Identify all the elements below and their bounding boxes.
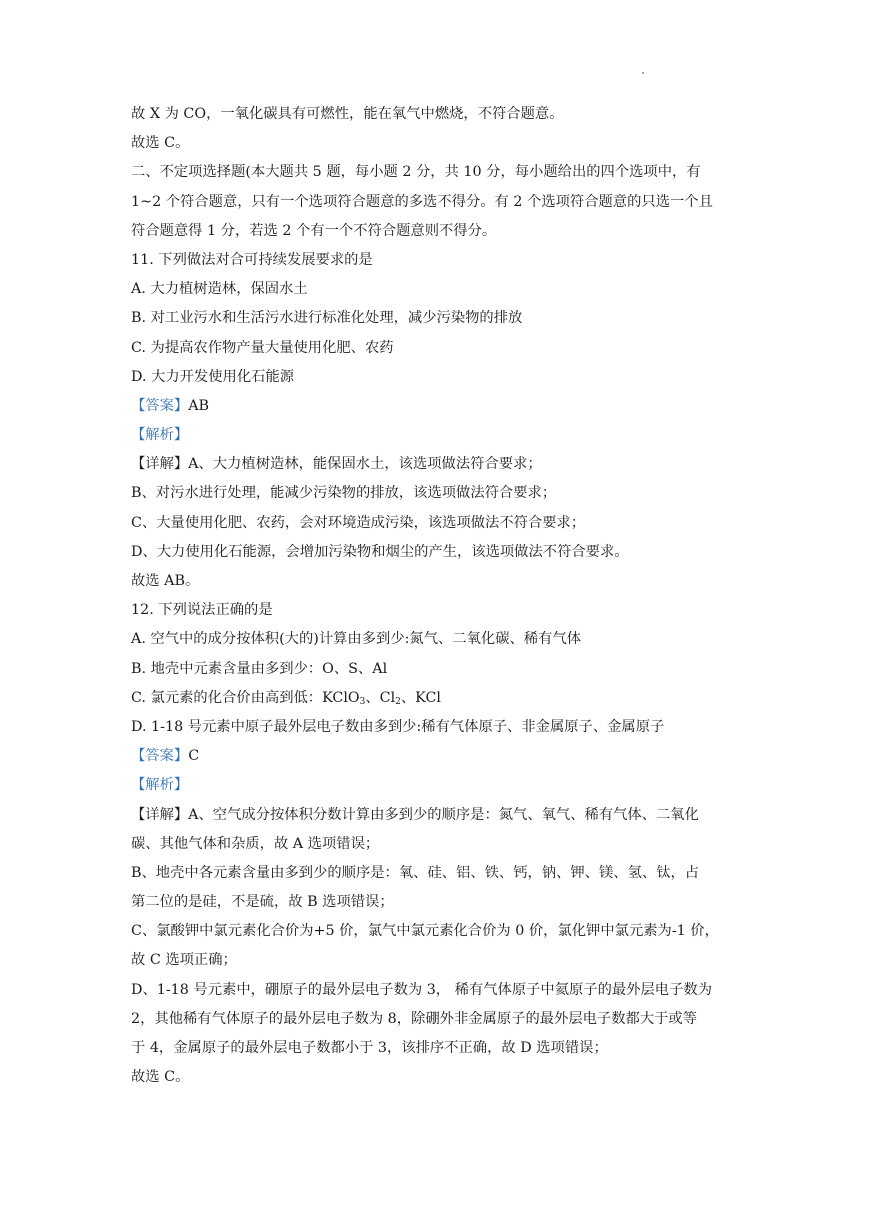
text-line (131, 888, 751, 917)
text-line (131, 100, 751, 129)
text-line (131, 771, 751, 800)
line-text: C、氯酸钾中氯元素化合价为+5 价，氯气中氯元素化合价为 0 价，氯化钾中氯元素为-1 价， (131, 923, 719, 940)
text-line (131, 684, 751, 713)
line-text: 12. 下列说法正确的是 (131, 602, 273, 619)
line-text: D. 大力开发使用化石能源 (131, 368, 295, 385)
line-text: C. 氯元素的化合价由高到低：KClO (131, 689, 360, 706)
page-dot-mark (642, 72, 644, 74)
line-text: 、KCl (400, 689, 441, 706)
line-text: 【详解】A、大力植树造林，能保固水土，该选项做法符合要求； (131, 456, 542, 473)
text-line (131, 158, 751, 187)
text-line (131, 596, 751, 625)
line-text: D、1-18 号元素中，硼原子的最外层电子数为 3， 稀有气体原子中氦原子的最外层电子数为 (131, 981, 712, 998)
line-text: B、对污水进行处理，能减少污染物的排放，该选项做法符合要求； (131, 485, 557, 502)
text-line (131, 304, 751, 333)
text-line (131, 946, 751, 975)
line-text: D. 1-18 号元素中原子最外层电子数由多到少:稀有气体原子、非金属原子、金属原子 (131, 718, 665, 735)
text-line (131, 450, 751, 479)
text-line (131, 1063, 751, 1092)
text-line (131, 334, 751, 363)
text-line (131, 917, 751, 946)
line-text: 故 X 为 CO，一氧化碳具有可燃性，能在氧气中燃烧，不符合题意。 (131, 106, 564, 122)
line-text: 2，其他稀有气体原子的最外层电子数为 8，除硼外非金属原子的最外层电子数都大于或等 (131, 1010, 698, 1027)
subscript: 2 (395, 696, 401, 707)
text-line (131, 275, 751, 304)
line-text: B、地壳中各元素含量由多到少的顺序是：氧、硅、铝、铁、钙，钠、钾、镁、氢、钛，占 (131, 864, 700, 881)
text-line (131, 188, 751, 217)
line-text: 1~2 个符合题意，只有一个选项符合题意的多选不得分。有 2 个选项符合题意的只选一个且 (131, 193, 713, 210)
line-text: 符合题意得 1 分，若选 2 个有一个不符合题意则不得分。 (131, 222, 497, 239)
text-line (131, 801, 751, 830)
section-tag: 【答案】 (131, 397, 189, 414)
text-line (131, 830, 751, 859)
line-text: 11. 下列做法对合可持续发展要求的是 (131, 251, 373, 268)
text-line (131, 859, 751, 888)
line-text: A. 大力植树造林，保固水土 (131, 281, 308, 298)
text-line (131, 129, 751, 158)
text-line (131, 1005, 751, 1034)
line-text: 故选 AB。 (131, 573, 200, 589)
line-text: D、大力使用化石能源，会增加污染物和烟尘的产生，该选项做法不符合要求。 (131, 543, 629, 560)
text-line (131, 567, 751, 596)
section-tag: 【答案】 (131, 748, 189, 765)
subscript: 3 (359, 696, 366, 707)
line-text: A. 空气中的成分按体积(大的)计算由多到少:氮气、二氧化碳、稀有气体 (131, 631, 581, 648)
line-text: 碳、其他气体和杂质，故 A 选项错误； (131, 835, 380, 852)
line-text: C (188, 748, 200, 765)
line-text: B. 对工业污水和生活污水进行标准化处理，减少污染物的排放 (131, 310, 523, 327)
text-line (131, 713, 751, 742)
line-text: 、Cl (365, 689, 396, 706)
section-tag: 【解析】 (131, 777, 189, 794)
text-line (131, 655, 751, 684)
line-text: AB (188, 397, 210, 414)
text-line (131, 625, 751, 654)
text-line (131, 479, 751, 508)
text-line (131, 217, 751, 246)
text-line (131, 246, 751, 275)
text-line (131, 509, 751, 538)
line-text: 第二位的是硅，不是硫，故 B 选项错误； (131, 894, 394, 911)
text-line (131, 538, 751, 567)
line-text: C. 为提高农作物产量大量使用化肥、农药 (131, 339, 394, 356)
text-line (131, 1034, 751, 1063)
line-text: 故选 C。 (131, 135, 190, 152)
line-text: 【详解】A、空气成分按体积分数计算由多到少的顺序是：氮气、氧气、稀有气体、二氧化 (131, 806, 699, 823)
text-line (131, 392, 751, 421)
text-line (131, 363, 751, 392)
line-text: 于 4，金属原子的最外层电子数都小于 3，该排序不正确，故 D 选项错误； (131, 1040, 608, 1056)
line-text: B. 地壳中元素含量由多到少：O、S、Al (131, 660, 388, 677)
text-line (131, 976, 751, 1005)
line-text: 故选 C。 (131, 1069, 190, 1086)
text-line (131, 742, 751, 771)
line-text: 故 C 选项正确； (131, 952, 237, 969)
text-body (131, 100, 751, 1092)
line-text: 二、不定项选择题(本大题共 5 题，每小题 2 分，共 10 分，每小题给出的四个选项中，有 (131, 164, 701, 181)
text-line (131, 421, 751, 450)
line-text: C、大量使用化肥、农药，会对环境造成污染，该选项做法不符合要求； (131, 514, 586, 531)
section-tag: 【解析】 (131, 427, 189, 444)
